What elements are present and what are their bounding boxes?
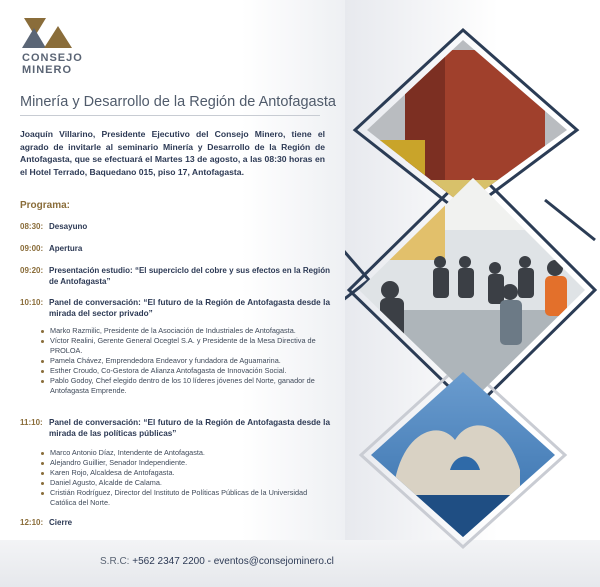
contact-info: +562 2347 2200 - eventos@consejominero.cl (132, 556, 334, 567)
program-label: Panel de conversación: “El futuro de la Región de Antofagasta desde la mirada del sector privado” (49, 298, 330, 318)
page-title: Minería y Desarrollo de la Región de Antofagasta (20, 94, 336, 110)
program-time: 12:10: (20, 518, 44, 527)
speaker-item: Marko Razmilic, Presidente de la Asociación de Industriales de Antofagasta. (40, 326, 330, 336)
title-divider (20, 115, 320, 116)
speaker-list (40, 326, 330, 396)
invitation-text: Joaquín Villarino, Presidente Ejecutivo del Consejo Minero, tiene el agrado de invitarle al seminario Minería y Desarrollo de la Región de Antofagasta, que se efectuará el Martes 13 de agosto, a las 08:30 horas en el Hotel Terrado, Baquedano 015, piso 17, Antofagasta. (20, 129, 325, 177)
program-heading: Programa: (20, 200, 71, 211)
speaker-item: Karen Rojo, Alcaldesa de Antofagasta. (40, 468, 330, 478)
src-label: S.R.C: (100, 556, 130, 567)
program-time: 10:10: (20, 298, 44, 307)
speaker-item: Pablo Godoy, Chef elegido dentro de los 10 líderes jóvenes del Norte, ganador de Antofagasta Emprende. (40, 376, 330, 396)
program-time: 09:20: (20, 266, 44, 275)
program-label: Presentación estudio: “El superciclo del cobre y sus efectos en la Región de Antofagasta” (49, 266, 330, 286)
program-time: 08:30: (20, 222, 44, 231)
decorative-chevron (545, 200, 595, 240)
speaker-item: Esther Croudo, Co-Gestora de Alianza Antofagasta de Innovación Social. (40, 366, 330, 376)
speaker-item: Marco Antonio Díaz, Intendente de Antofagasta. (40, 448, 330, 458)
logo-wordmark: CONSEJO MINERO (22, 52, 83, 76)
seminar-photo (345, 170, 600, 410)
contact-footer (100, 556, 334, 567)
speaker-item: Cristián Rodríguez, Director del Instituto de Políticas Públicas de la Universidad Católica del Norte. (40, 488, 330, 508)
program-label: Panel de conversación: “El futuro de la Región de Antofagasta desde la mirada de las políticas públicas” (49, 418, 330, 438)
program-label: Cierre (49, 518, 73, 527)
photo-collage (345, 0, 600, 587)
program-time: 09:00: (20, 244, 44, 253)
program-label: Apertura (49, 244, 83, 253)
program-label: Desayuno (49, 222, 88, 231)
speaker-list (40, 448, 330, 508)
speaker-item: Pamela Chávez, Emprendedora Endeavor y fundadora de Aguamarina. (40, 356, 330, 366)
speaker-item: Daniel Agusto, Alcalde de Calama. (40, 478, 330, 488)
speaker-item: Alejandro Guillier, Senador Independiente. (40, 458, 330, 468)
program-time: 11:10: (20, 418, 43, 427)
speaker-item: Víctor Realini, Gerente General Ocegtel S.A. y Presidente de la Mesa Directiva de PROLOA. (40, 336, 330, 356)
